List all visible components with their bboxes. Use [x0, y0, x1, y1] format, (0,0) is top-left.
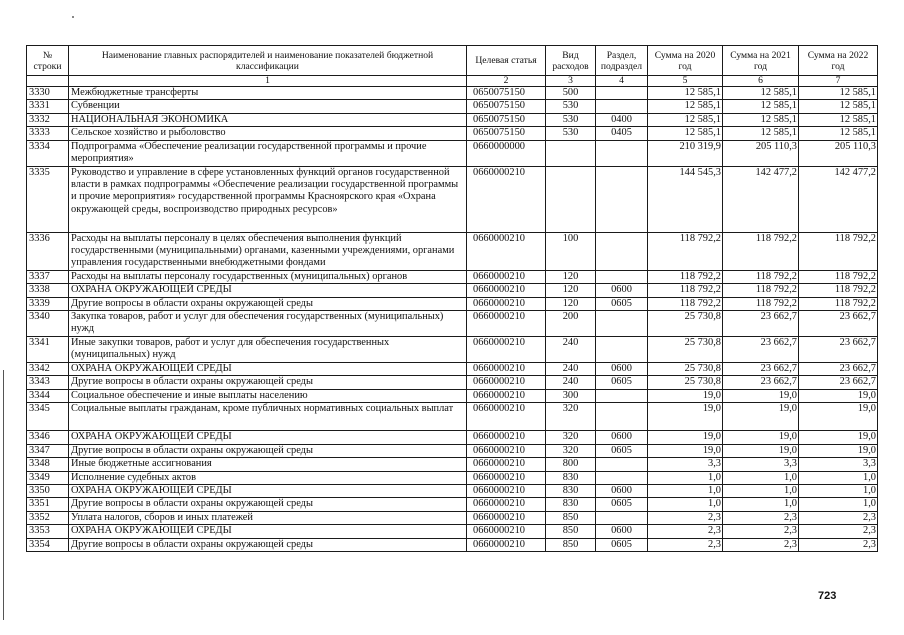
- header-section: Раздел, подраздел: [596, 46, 648, 76]
- row-target-cell: 0650075150: [467, 100, 546, 113]
- table-row: [27, 484, 878, 497]
- column-number: 5: [648, 76, 723, 87]
- row-name-cell: Закупка товаров, работ и услуг для обеспечения государственных (муниципальных) нужд: [69, 311, 467, 337]
- table-row: [27, 113, 878, 126]
- row-sum-2022-cell: 2,3: [799, 525, 878, 538]
- row-sum-2022-cell: 23 662,7: [799, 311, 878, 337]
- row-name-cell: Уплата налогов, сборов и иных платежей: [69, 511, 467, 524]
- row-number-cell: 3343: [27, 376, 69, 389]
- row-number-cell: 3339: [27, 297, 69, 310]
- row-name-cell: Исполнение судебных актов: [69, 471, 467, 484]
- row-kind-cell: 300: [546, 389, 596, 402]
- row-sum-2020-cell: 144 545,3: [648, 166, 723, 232]
- table-row: [27, 140, 878, 166]
- row-section-cell: 0600: [596, 363, 648, 376]
- row-number-cell: 3334: [27, 140, 69, 166]
- row-sum-2021-cell: 19,0: [723, 444, 799, 457]
- row-section-cell: [596, 232, 648, 270]
- row-number-cell: 3351: [27, 498, 69, 511]
- row-sum-2021-cell: 1,0: [723, 471, 799, 484]
- row-target-cell: 0660000210: [467, 376, 546, 389]
- row-name-cell: ОХРАНА ОКРУЖАЮЩЕЙ СРЕДЫ: [69, 363, 467, 376]
- column-number-row: [27, 76, 878, 87]
- row-target-cell: 0660000210: [467, 458, 546, 471]
- row-kind-cell: 850: [546, 511, 596, 524]
- row-sum-2020-cell: 1,0: [648, 471, 723, 484]
- row-number-cell: 3337: [27, 270, 69, 283]
- table-row: [27, 498, 878, 511]
- row-sum-2021-cell: 118 792,2: [723, 270, 799, 283]
- header-row-no: № строки: [27, 46, 69, 76]
- row-sum-2022-cell: 23 662,7: [799, 363, 878, 376]
- row-kind-cell: 200: [546, 311, 596, 337]
- row-sum-2020-cell: 118 792,2: [648, 297, 723, 310]
- row-section-cell: [596, 471, 648, 484]
- row-sum-2020-cell: 25 730,8: [648, 337, 723, 363]
- table-row: [27, 100, 878, 113]
- row-kind-cell: 120: [546, 270, 596, 283]
- row-kind-cell: 320: [546, 444, 596, 457]
- table-row: [27, 284, 878, 297]
- row-section-cell: 0605: [596, 498, 648, 511]
- row-number-cell: 3353: [27, 525, 69, 538]
- row-name-cell: Социальное обеспечение и иные выплаты населению: [69, 389, 467, 402]
- row-sum-2020-cell: 210 319,9: [648, 140, 723, 166]
- table-row: [27, 311, 878, 337]
- row-number-cell: 3338: [27, 284, 69, 297]
- row-section-cell: 0600: [596, 284, 648, 297]
- row-sum-2020-cell: 118 792,2: [648, 232, 723, 270]
- row-number-cell: 3331: [27, 100, 69, 113]
- row-sum-2021-cell: 118 792,2: [723, 297, 799, 310]
- row-sum-2021-cell: 118 792,2: [723, 232, 799, 270]
- row-target-cell: 0650075150: [467, 87, 546, 100]
- row-sum-2022-cell: 2,3: [799, 511, 878, 524]
- row-kind-cell: 320: [546, 403, 596, 431]
- row-sum-2022-cell: 12 585,1: [799, 113, 878, 126]
- row-name-cell: Другие вопросы в области охраны окружающей среды: [69, 498, 467, 511]
- row-target-cell: 0660000210: [467, 525, 546, 538]
- row-kind-cell: 850: [546, 525, 596, 538]
- row-target-cell: 0660000210: [467, 270, 546, 283]
- row-section-cell: [596, 166, 648, 232]
- row-sum-2021-cell: 19,0: [723, 431, 799, 444]
- row-target-cell: 0660000210: [467, 311, 546, 337]
- row-sum-2021-cell: 2,3: [723, 538, 799, 551]
- row-name-cell: ОХРАНА ОКРУЖАЮЩЕЙ СРЕДЫ: [69, 525, 467, 538]
- row-name-cell: Другие вопросы в области охраны окружающей среды: [69, 538, 467, 551]
- row-target-cell: 0660000210: [467, 284, 546, 297]
- row-sum-2021-cell: 12 585,1: [723, 113, 799, 126]
- row-section-cell: 0605: [596, 376, 648, 389]
- row-name-cell: Субвенции: [69, 100, 467, 113]
- row-sum-2022-cell: 19,0: [799, 403, 878, 431]
- row-sum-2021-cell: 118 792,2: [723, 284, 799, 297]
- row-sum-2020-cell: 19,0: [648, 431, 723, 444]
- table-row: [27, 403, 878, 431]
- row-sum-2022-cell: 12 585,1: [799, 127, 878, 140]
- row-target-cell: 0660000210: [467, 232, 546, 270]
- row-sum-2020-cell: 2,3: [648, 511, 723, 524]
- row-kind-cell: 530: [546, 100, 596, 113]
- table-row: [27, 363, 878, 376]
- row-target-cell: 0660000210: [467, 166, 546, 232]
- row-number-cell: 3348: [27, 458, 69, 471]
- table-row: [27, 87, 878, 100]
- row-section-cell: [596, 311, 648, 337]
- row-name-cell: Сельское хозяйство и рыболовство: [69, 127, 467, 140]
- row-section-cell: 0405: [596, 127, 648, 140]
- row-kind-cell: 530: [546, 113, 596, 126]
- row-target-cell: 0660000210: [467, 484, 546, 497]
- row-sum-2021-cell: 23 662,7: [723, 337, 799, 363]
- column-number: 1: [69, 76, 467, 87]
- row-name-cell: Другие вопросы в области охраны окружающей среды: [69, 376, 467, 389]
- row-target-cell: 0660000210: [467, 337, 546, 363]
- row-section-cell: 0605: [596, 538, 648, 551]
- header-sum-2020: Сумма на 2020 год: [648, 46, 723, 76]
- row-name-cell: НАЦИОНАЛЬНАЯ ЭКОНОМИКА: [69, 113, 467, 126]
- column-number: 6: [723, 76, 799, 87]
- table-row: [27, 525, 878, 538]
- row-number-cell: 3330: [27, 87, 69, 100]
- row-sum-2022-cell: 12 585,1: [799, 100, 878, 113]
- row-section-cell: 0605: [596, 297, 648, 310]
- row-sum-2020-cell: 12 585,1: [648, 113, 723, 126]
- row-sum-2020-cell: 19,0: [648, 403, 723, 431]
- row-number-cell: 3352: [27, 511, 69, 524]
- page-number: 723: [818, 590, 837, 602]
- row-section-cell: [596, 403, 648, 431]
- row-kind-cell: 240: [546, 337, 596, 363]
- row-kind-cell: 120: [546, 297, 596, 310]
- header-name: Наименование главных распорядителей и наименование показателей бюджетной классификации: [69, 46, 467, 76]
- table-body: [27, 87, 878, 552]
- row-sum-2021-cell: 12 585,1: [723, 87, 799, 100]
- row-section-cell: [596, 389, 648, 402]
- row-section-cell: [596, 140, 648, 166]
- table-row: [27, 444, 878, 457]
- row-target-cell: 0660000000: [467, 140, 546, 166]
- row-sum-2020-cell: 25 730,8: [648, 363, 723, 376]
- row-name-cell: ОХРАНА ОКРУЖАЮЩЕЙ СРЕДЫ: [69, 284, 467, 297]
- row-number-cell: 3350: [27, 484, 69, 497]
- table-row: [27, 127, 878, 140]
- table-row: [27, 511, 878, 524]
- row-kind-cell: 240: [546, 363, 596, 376]
- row-number-cell: 3354: [27, 538, 69, 551]
- row-sum-2020-cell: 118 792,2: [648, 270, 723, 283]
- row-section-cell: 0600: [596, 525, 648, 538]
- row-section-cell: 0600: [596, 484, 648, 497]
- row-number-cell: 3349: [27, 471, 69, 484]
- row-number-cell: 3346: [27, 431, 69, 444]
- row-kind-cell: 800: [546, 458, 596, 471]
- table-header-row: [27, 46, 878, 76]
- row-target-cell: 0660000210: [467, 297, 546, 310]
- row-number-cell: 3345: [27, 403, 69, 431]
- row-section-cell: [596, 337, 648, 363]
- row-target-cell: 0660000210: [467, 389, 546, 402]
- row-name-cell: ОХРАНА ОКРУЖАЮЩЕЙ СРЕДЫ: [69, 431, 467, 444]
- row-sum-2021-cell: 19,0: [723, 389, 799, 402]
- row-target-cell: 0660000210: [467, 538, 546, 551]
- table-row: [27, 458, 878, 471]
- row-sum-2022-cell: 142 477,2: [799, 166, 878, 232]
- row-sum-2022-cell: 12 585,1: [799, 87, 878, 100]
- table-row: [27, 337, 878, 363]
- row-target-cell: 0650075150: [467, 127, 546, 140]
- row-target-cell: 0660000210: [467, 403, 546, 431]
- row-target-cell: 0660000210: [467, 363, 546, 376]
- table-row: [27, 166, 878, 232]
- column-number: 4: [596, 76, 648, 87]
- row-sum-2022-cell: 1,0: [799, 471, 878, 484]
- row-name-cell: Иные бюджетные ассигнования: [69, 458, 467, 471]
- header-target: Целевая статья: [467, 46, 546, 76]
- row-section-cell: [596, 270, 648, 283]
- row-sum-2022-cell: 3,3: [799, 458, 878, 471]
- row-sum-2021-cell: 23 662,7: [723, 376, 799, 389]
- row-sum-2022-cell: 19,0: [799, 431, 878, 444]
- row-sum-2022-cell: 205 110,3: [799, 140, 878, 166]
- header-sum-2022: Сумма на 2022 год: [799, 46, 878, 76]
- row-section-cell: [596, 458, 648, 471]
- row-sum-2020-cell: 25 730,8: [648, 376, 723, 389]
- row-target-cell: 0660000210: [467, 431, 546, 444]
- row-kind-cell: 830: [546, 471, 596, 484]
- row-kind-cell: 500: [546, 87, 596, 100]
- row-sum-2021-cell: 19,0: [723, 403, 799, 431]
- row-sum-2020-cell: 2,3: [648, 538, 723, 551]
- row-name-cell: Подпрограмма «Обеспечение реализации государственной программы и прочие мероприятия»: [69, 140, 467, 166]
- row-sum-2021-cell: 1,0: [723, 498, 799, 511]
- row-sum-2021-cell: 142 477,2: [723, 166, 799, 232]
- row-sum-2022-cell: 23 662,7: [799, 376, 878, 389]
- row-kind-cell: 530: [546, 127, 596, 140]
- row-sum-2020-cell: 1,0: [648, 484, 723, 497]
- row-section-cell: 0600: [596, 431, 648, 444]
- table-row: [27, 270, 878, 283]
- row-number-cell: 3335: [27, 166, 69, 232]
- row-sum-2021-cell: 2,3: [723, 525, 799, 538]
- row-number-cell: 3341: [27, 337, 69, 363]
- scan-dot: [72, 16, 74, 18]
- row-sum-2020-cell: 25 730,8: [648, 311, 723, 337]
- row-target-cell: 0650075150: [467, 113, 546, 126]
- row-number-cell: 3336: [27, 232, 69, 270]
- scan-edge-line: [3, 370, 4, 620]
- row-section-cell: [596, 87, 648, 100]
- row-kind-cell: 850: [546, 538, 596, 551]
- row-target-cell: 0660000210: [467, 471, 546, 484]
- row-sum-2021-cell: 12 585,1: [723, 100, 799, 113]
- budget-table: [26, 45, 878, 552]
- row-kind-cell: [546, 166, 596, 232]
- row-sum-2022-cell: 19,0: [799, 389, 878, 402]
- row-sum-2022-cell: 118 792,2: [799, 297, 878, 310]
- row-kind-cell: 100: [546, 232, 596, 270]
- row-sum-2020-cell: 3,3: [648, 458, 723, 471]
- row-section-cell: 0605: [596, 444, 648, 457]
- row-sum-2022-cell: 19,0: [799, 444, 878, 457]
- row-name-cell: Другие вопросы в области охраны окружающей среды: [69, 444, 467, 457]
- row-sum-2021-cell: 1,0: [723, 484, 799, 497]
- row-target-cell: 0660000210: [467, 498, 546, 511]
- row-number-cell: 3333: [27, 127, 69, 140]
- row-sum-2020-cell: 19,0: [648, 444, 723, 457]
- row-sum-2021-cell: 205 110,3: [723, 140, 799, 166]
- row-kind-cell: 240: [546, 376, 596, 389]
- row-section-cell: [596, 100, 648, 113]
- column-number: 3: [546, 76, 596, 87]
- row-sum-2020-cell: 12 585,1: [648, 127, 723, 140]
- table-row: [27, 376, 878, 389]
- row-kind-cell: 120: [546, 284, 596, 297]
- row-kind-cell: 830: [546, 484, 596, 497]
- row-sum-2020-cell: 12 585,1: [648, 100, 723, 113]
- row-sum-2022-cell: 1,0: [799, 498, 878, 511]
- row-name-cell: Социальные выплаты гражданам, кроме публичных нормативных социальных выплат: [69, 403, 467, 431]
- row-sum-2020-cell: 118 792,2: [648, 284, 723, 297]
- table-row: [27, 431, 878, 444]
- row-kind-cell: 830: [546, 498, 596, 511]
- row-sum-2021-cell: 23 662,7: [723, 363, 799, 376]
- row-target-cell: 0660000210: [467, 511, 546, 524]
- row-name-cell: Расходы на выплаты персоналу государственных (муниципальных) органов: [69, 270, 467, 283]
- row-name-cell: Другие вопросы в области охраны окружающей среды: [69, 297, 467, 310]
- row-kind-cell: [546, 140, 596, 166]
- row-name-cell: Иные закупки товаров, работ и услуг для обеспечения государственных (муниципальных) нужд: [69, 337, 467, 363]
- column-number: 7: [799, 76, 878, 87]
- row-section-cell: [596, 511, 648, 524]
- header-kind: Вид расходов: [546, 46, 596, 76]
- row-name-cell: Межбюджетные трансферты: [69, 87, 467, 100]
- table-row: [27, 232, 878, 270]
- column-number: 2: [467, 76, 546, 87]
- row-kind-cell: 320: [546, 431, 596, 444]
- row-sum-2020-cell: 1,0: [648, 498, 723, 511]
- row-name-cell: Руководство и управление в сфере установленных функций органов государственной власти в рамках подпрограммы «Обеспечение реализации государственной программы и прочие мероприятия» государственной программы Красноярского края «Охрана окружающей среды, воспроизводство природных ресурсов»: [69, 166, 467, 232]
- row-sum-2021-cell: 3,3: [723, 458, 799, 471]
- row-name-cell: Расходы на выплаты персоналу в целях обеспечения выполнения функций государственными (муниципальными) органами, казенными учреждениями, органами управления государственными внебюджетными фондами: [69, 232, 467, 270]
- table-row: [27, 538, 878, 551]
- row-sum-2020-cell: 19,0: [648, 389, 723, 402]
- table-row: [27, 389, 878, 402]
- row-number-cell: 3344: [27, 389, 69, 402]
- table-row: [27, 297, 878, 310]
- row-sum-2022-cell: 118 792,2: [799, 232, 878, 270]
- row-sum-2021-cell: 12 585,1: [723, 127, 799, 140]
- header-sum-2021: Сумма на 2021 год: [723, 46, 799, 76]
- row-sum-2022-cell: 118 792,2: [799, 270, 878, 283]
- row-target-cell: 0660000210: [467, 444, 546, 457]
- row-sum-2020-cell: 12 585,1: [648, 87, 723, 100]
- row-sum-2022-cell: 1,0: [799, 484, 878, 497]
- row-number-cell: 3347: [27, 444, 69, 457]
- row-number-cell: 3340: [27, 311, 69, 337]
- row-sum-2021-cell: 2,3: [723, 511, 799, 524]
- row-sum-2022-cell: 23 662,7: [799, 337, 878, 363]
- row-sum-2021-cell: 23 662,7: [723, 311, 799, 337]
- row-number-cell: 3342: [27, 363, 69, 376]
- table-row: [27, 471, 878, 484]
- row-name-cell: ОХРАНА ОКРУЖАЮЩЕЙ СРЕДЫ: [69, 484, 467, 497]
- row-sum-2022-cell: 118 792,2: [799, 284, 878, 297]
- row-sum-2020-cell: 2,3: [648, 525, 723, 538]
- row-section-cell: 0400: [596, 113, 648, 126]
- row-sum-2022-cell: 2,3: [799, 538, 878, 551]
- column-number: [27, 76, 69, 87]
- row-number-cell: 3332: [27, 113, 69, 126]
